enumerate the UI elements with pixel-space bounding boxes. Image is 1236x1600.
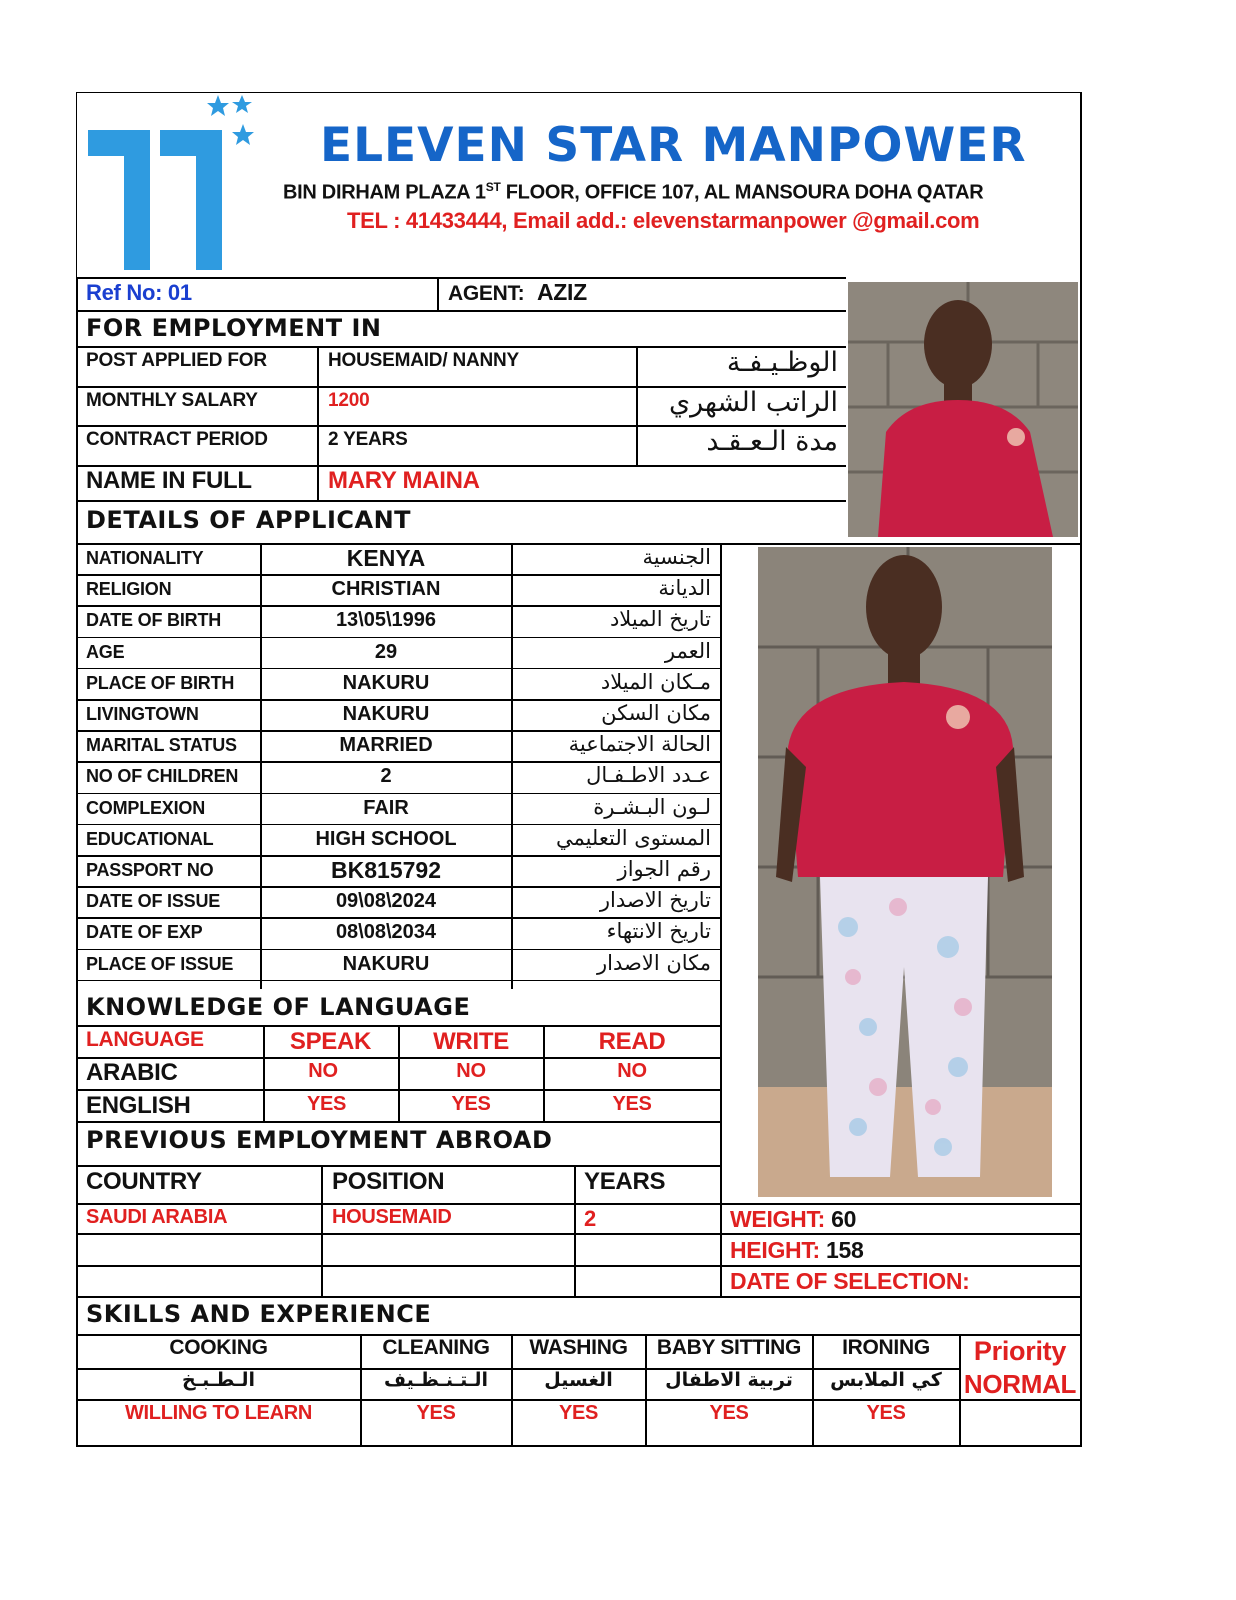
employment-row-arabic: مدة الـعـقـد: [706, 426, 838, 457]
details-row-arabic: عـدد الاطـفـال: [586, 763, 711, 788]
details-row-arabic: الديانة: [658, 576, 711, 601]
details-row-value: NAKURU: [342, 671, 430, 694]
priority-label: Priority: [973, 1336, 1067, 1366]
skill-value: WILLING TO LEARN: [124, 1402, 313, 1424]
skill-name: BABY SITTING: [656, 1336, 802, 1359]
employment-row-label: MONTHLY SALARY: [86, 390, 258, 411]
employment-row-arabic: الوظـيـفـة: [726, 347, 838, 378]
agent-value: AZIZ: [537, 279, 587, 305]
details-row-value: BK815792: [331, 857, 441, 883]
company-contact[interactable]: TEL : 41433444, Email add.: elevenstarmanpower @gmail.com: [347, 208, 980, 233]
details-row-label: PASSPORT NO: [86, 860, 214, 880]
language-row-speak: NO: [308, 1060, 338, 1082]
details-row-value: NAKURU: [342, 703, 430, 725]
ref-number: Ref No: 01: [86, 280, 192, 305]
employment-row-value: 1200: [328, 390, 370, 411]
details-row-value: NAKURU: [342, 952, 430, 975]
company-address: BIN DIRHAM PLAZA 1ST FLOOR, OFFICE 107, AL MANSOURA DOHA QATAR: [283, 180, 984, 204]
details-row-arabic: تاريخ الانتهاء: [606, 919, 711, 944]
employment-row-value: HOUSEMAID/ NANNY: [328, 350, 520, 371]
employment-section-title: FOR EMPLOYMENT IN: [86, 314, 382, 342]
skill-value: YES: [416, 1402, 456, 1424]
details-row-value: FAIR: [363, 796, 409, 819]
skill-name-arabic: الـتـنـظـيف: [383, 1369, 489, 1391]
language-header-write: WRITE: [433, 1028, 509, 1055]
language-row-name: ENGLISH: [86, 1092, 191, 1119]
details-row-label: DATE OF EXP: [86, 922, 203, 943]
details-row-arabic: تاريخ الاصدار: [599, 888, 711, 913]
company-name: ELEVEN STAR MANPOWER: [320, 118, 1027, 173]
date-of-selection-label: DATE OF SELECTION:: [730, 1268, 970, 1294]
employment-row-arabic: الراتب الشهري: [668, 387, 838, 418]
language-row-write: NO: [456, 1060, 486, 1082]
previous-header-position: POSITION: [332, 1168, 445, 1195]
applicant-photo-portrait: [848, 282, 1078, 537]
details-row-arabic: رقم الجواز: [617, 857, 711, 881]
skill-name: CLEANING: [382, 1336, 490, 1359]
details-row-value: 29: [374, 640, 398, 663]
employment-row-label: CONTRACT PERIOD: [86, 429, 268, 450]
details-row-label: RELIGION: [86, 579, 172, 600]
skill-name: WASHING: [529, 1336, 628, 1359]
company-logo: [88, 92, 258, 272]
skill-name-arabic: الـطـبـخ: [181, 1369, 256, 1391]
details-row-arabic: مـكان الميلاد: [600, 669, 711, 694]
details-row-arabic: العمر: [664, 638, 711, 663]
details-row-arabic: لـون البـشـرة: [593, 794, 711, 819]
details-row-label: PLACE OF BIRTH: [86, 672, 235, 693]
details-row-label: COMPLEXION: [86, 797, 206, 818]
details-section-title: DETAILS OF APPLICANT: [86, 506, 412, 534]
details-row-label: NATIONALITY: [86, 548, 204, 568]
language-header-language: LANGUAGE: [86, 1028, 204, 1051]
details-row-label: AGE: [86, 641, 125, 662]
details-row-value: CHRISTIAN: [331, 578, 441, 601]
details-row-value: 08\08\2034: [335, 921, 437, 944]
details-row-value: MARRIED: [339, 734, 433, 757]
previous-header-country: COUNTRY: [86, 1168, 202, 1195]
details-row-value: 2: [380, 765, 392, 788]
previous-row-years: 2: [584, 1206, 596, 1231]
details-row-label: DATE OF BIRTH: [86, 610, 222, 631]
previous-header-years: YEARS: [584, 1168, 666, 1195]
priority-value: NORMAL: [963, 1369, 1077, 1399]
details-row-label: NO OF CHILDREN: [86, 766, 239, 787]
language-row-speak: YES: [306, 1093, 347, 1115]
details-row-arabic: الحالة الاجتماعية: [568, 732, 711, 757]
agent-label: AGENT:: [448, 282, 525, 305]
logo-star-icon: [232, 95, 252, 113]
skill-value: YES: [866, 1402, 906, 1424]
weight-field: WEIGHT: 60: [730, 1206, 857, 1232]
skill-value: YES: [709, 1402, 749, 1424]
name-in-full-label: NAME IN FULL: [86, 467, 252, 494]
details-row-label: PLACE OF ISSUE: [86, 953, 234, 974]
details-row-value: 09\08\2024: [335, 890, 437, 913]
details-row-value: KENYA: [346, 545, 426, 571]
skill-name-arabic: تربية الاطفال: [665, 1369, 793, 1391]
skill-name-arabic: كي الملابس: [830, 1369, 942, 1391]
details-row-label: LIVINGTOWN: [86, 704, 199, 724]
language-row-write: YES: [451, 1093, 491, 1115]
previous-employment-title: PREVIOUS EMPLOYMENT ABROAD: [86, 1126, 553, 1154]
language-row-read: YES: [612, 1093, 652, 1115]
details-row-arabic: تاريخ الميلاد: [609, 607, 711, 632]
language-section-title: KNOWLEDGE OF LANGUAGE: [86, 993, 471, 1021]
details-row-label: MARITAL STATUS: [86, 735, 237, 756]
language-header-read: READ: [598, 1028, 666, 1055]
skill-name: COOKING: [169, 1336, 268, 1359]
language-row-name: ARABIC: [86, 1059, 178, 1086]
skills-section-title: SKILLS AND EXPERIENCE: [86, 1300, 432, 1328]
language-header-speak: SPEAK: [289, 1028, 372, 1055]
details-row-label: EDUCATIONAL: [86, 828, 214, 849]
applicant-photo-full-body: [758, 547, 1052, 1197]
details-row-arabic: المستوى التعليمي: [555, 825, 711, 850]
name-in-full-value: MARY MAINA: [328, 467, 480, 494]
previous-row-country: SAUDI ARABIA: [86, 1206, 228, 1228]
logo-star-icon: [207, 95, 229, 116]
skill-name-arabic: الغسيل: [544, 1369, 613, 1391]
previous-row-position: HOUSEMAID: [332, 1206, 452, 1228]
employment-row-label: POST APPLIED FOR: [86, 350, 267, 371]
skill-name: IRONING: [842, 1336, 930, 1359]
language-row-read: NO: [617, 1060, 647, 1082]
details-row-value: 13\05\1996: [335, 609, 437, 632]
details-row-arabic: مكان الاصدار: [597, 950, 711, 975]
skill-value: YES: [558, 1402, 599, 1424]
employment-row-value: 2 YEARS: [328, 429, 408, 450]
details-row-arabic: الجنسية: [642, 545, 711, 569]
details-row-value: HIGH SCHOOL: [315, 827, 457, 850]
details-row-label: DATE OF ISSUE: [86, 891, 221, 912]
height-field: HEIGHT: 158: [730, 1237, 864, 1263]
logo-star-icon: [232, 124, 254, 145]
details-row-arabic: مكان السكن: [601, 701, 711, 725]
